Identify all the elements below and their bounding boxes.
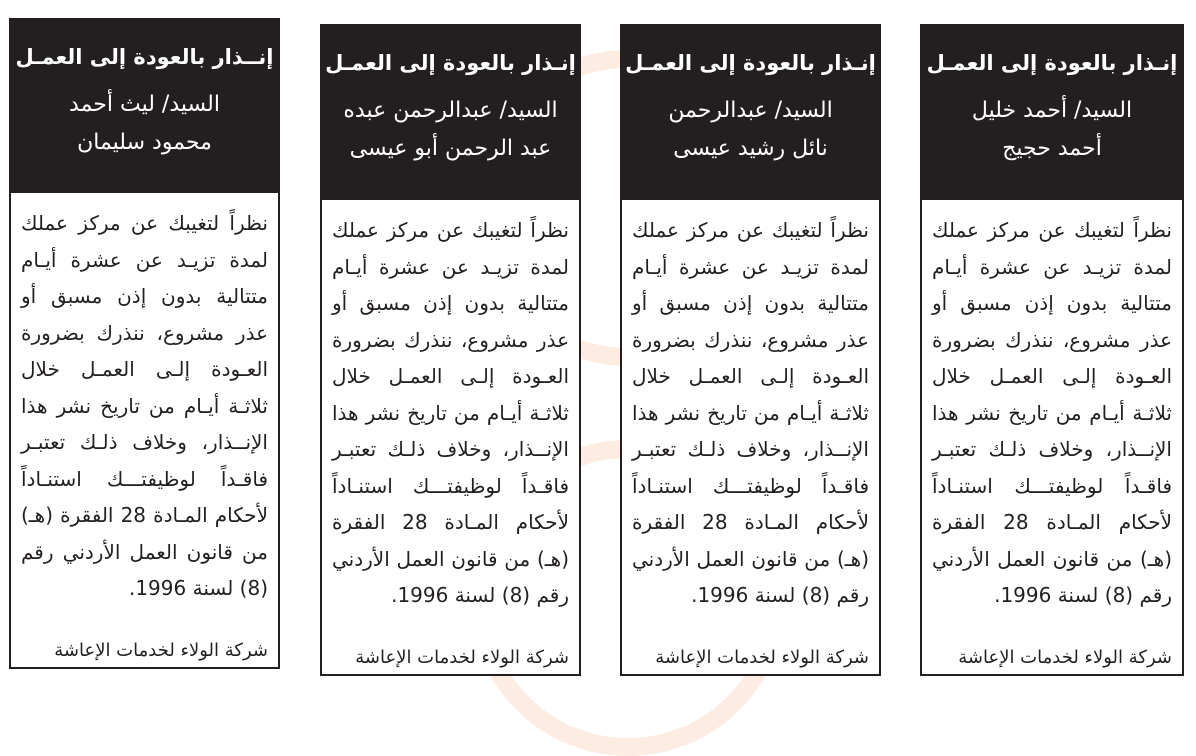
notice-body: نظراً لتغيبك عن مركز عملك لمدة تزيـد عن عشرة أيـام متتالية بدون إذن مسبق أو عذر مشروع، ننذرك بضرورة العـودة إلـى العمـل خلال ثلاثـة أيـام من تاريخ نشر هذا الإنــذار، وخلاف ذلـك تعتبـر فاقـداً لوظيفتـــك استنـاداً لأحكام المـادة 28 الفقرة (هـ) من قانون العمل الأردني رقم (8) لسنة 1996. xyxy=(21,211,269,600)
notice-title: إنـذار بالعودة إلى العمـل xyxy=(625,51,876,75)
company-signature: شركة الولاء لخدمات الإعاشة xyxy=(54,639,268,661)
addressee-name-line2: أحمد حجيج xyxy=(1002,136,1102,161)
notice-card-laith xyxy=(9,18,280,669)
notice-title: إنــذار بالعودة إلى العمـل xyxy=(15,45,274,69)
notice-header xyxy=(922,26,1182,200)
addressee-name-line2: محمود سليمان xyxy=(77,130,212,155)
notice-body: نظراً لتغيبك عن مركز عملك لمدة تزيـد عن عشرة أيـام متتالية بدون إذن مسبق أو عذر مشروع، ننذرك بضرورة العـودة إلـى العمـل خلال ثلاثـة أيـام من تاريخ نشر هذا الإنــذار، وخلاف ذلـك تعتبـر فاقـداً لوظيفتـــك استنـاداً لأحكام المـادة 28 الفقرة (هـ) من قانون العمل الأردني رقم (8) لسنة 1996. xyxy=(632,218,869,607)
notice-title: إنـذار بالعودة إلى العمـل xyxy=(325,51,576,75)
addressee-name-line1: السيد/ عبدالرحمن عبده xyxy=(343,98,558,123)
company-signature: شركة الولاء لخدمات الإعاشة xyxy=(958,646,1172,668)
notice-header xyxy=(11,20,278,193)
addressee-name-line2: نائل رشيد عيسى xyxy=(673,136,828,161)
notice-body: نظراً لتغيبك عن مركز عملك لمدة تزيـد عن عشرة أيـام متتالية بدون إذن مسبق أو عذر مشروع، ننذرك بضرورة العـودة إلـى العمـل خلال ثلاثـة أيـام من تاريخ نشر هذا الإنــذار، وخلاف ذلـك تعتبـر فاقـداً لوظيفتـــك استنـاداً لأحكام المـادة 28 الفقرة (هـ) من قانون العمل الأردني رقم (8) لسنة 1996. xyxy=(932,218,1172,607)
notice-header xyxy=(322,26,579,200)
notice-body: نظراً لتغيبك عن مركز عملك لمدة تزيـد عن عشرة أيـام متتالية بدون إذن مسبق أو عذر مشروع، ننذرك بضرورة العـودة إلـى العمـل خلال ثلاثـة أيـام من تاريخ نشر هذا الإنــذار، وخلاف ذلـك تعتبـر فاقـداً لوظيفتـــك استنـاداً لأحكام المـادة 28 الفقرة (هـ) من قانون العمل الأردني رقم (8) لسنة 1996. xyxy=(332,218,569,607)
company-signature: شركة الولاء لخدمات الإعاشة xyxy=(655,646,869,668)
addressee-name-line1: السيد/ ليث أحمد xyxy=(69,92,220,117)
addressee-name-line2: عبد الرحمن أبو عيسى xyxy=(349,136,552,161)
addressee-name-line1: السيد/ أحمد خليل xyxy=(971,98,1133,123)
notice-title: إنـذار بالعودة إلى العمـل xyxy=(926,51,1178,75)
notice-card-ahmad-khalil xyxy=(920,24,1184,676)
notice-header xyxy=(622,26,879,200)
notice-card-abdulrahman-abdo xyxy=(320,24,581,676)
company-signature: شركة الولاء لخدمات الإعاشة xyxy=(355,646,569,668)
notice-card-abdulrahman-nael xyxy=(620,24,881,676)
addressee-name-line1: السيد/ عبدالرحمن xyxy=(668,98,833,123)
